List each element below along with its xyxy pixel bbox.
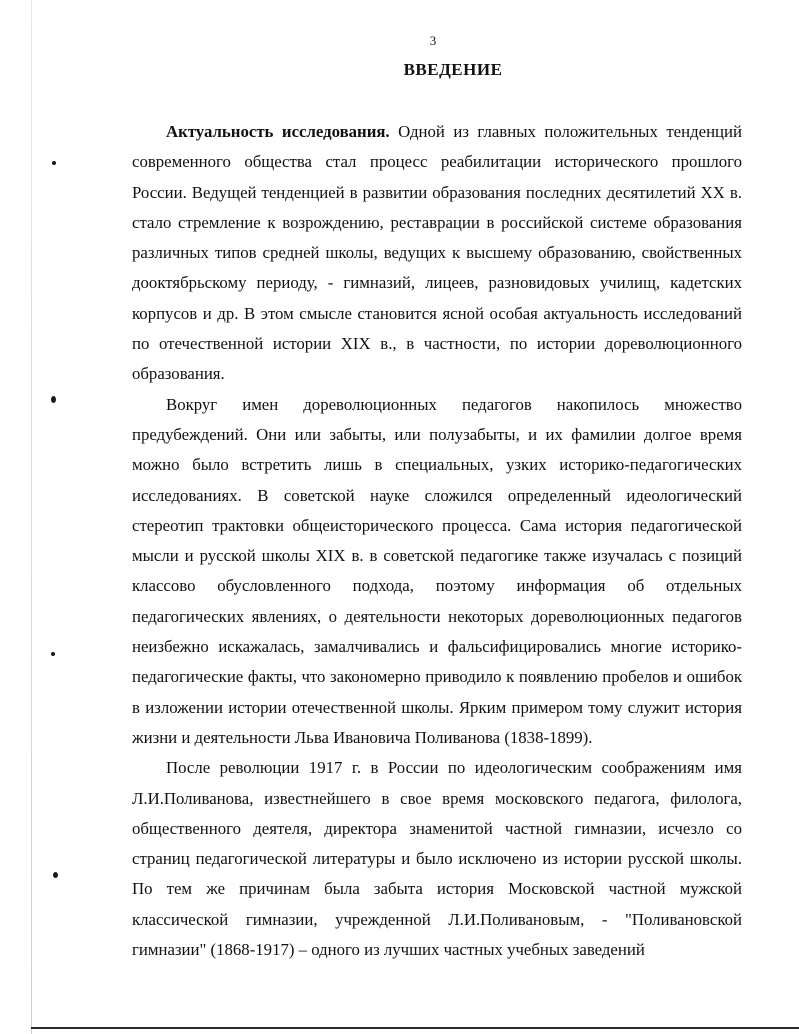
scan-left-edge [31, 0, 32, 1034]
page-number: 3 [429, 33, 437, 48]
scan-speck [51, 652, 55, 656]
scan-speck [51, 396, 56, 403]
scan-bottom-edge [31, 1027, 799, 1029]
document-body [132, 117, 742, 965]
paragraph-text: Одной из главных положительных тенденций современного общества стал процесс реабилитации исторического прошлого России. Ведущей тенденцией в развитии образования последних десятилетий XX в. стало стремление к возрождению, реставрации в российской системе образования различных типов средней школы, ведущих к высшему образованию, свойственных дооктябрьскому периоду, - гимназий, лицеев, разновидовых училищ, кадетских корпусов и др. В этом смысле становится ясной особая актуальность исследований по отечественной истории XIX в., в частности, по истории дореволюционного образования. [132, 122, 742, 384]
paragraph-relevance [132, 117, 742, 390]
paragraph-prejudices: Вокруг имен дореволюционных педагогов накопилось множество предубеждений. Они или забыты, или полузабыты, и их фамилии долгое время можно было встретить лишь в специальных, узких историко-педагогических исследованиях. В советской науке сложился определенный идеологический стереотип трактовки общеисторического процесса. Сама история педагогической мысли и русской школы XIX в. в советской педагогике также изучалась с позиций классово обусловленного подхода, поэтому информация об отдельных педагогических явлениях, о деятельности некоторых дореволюционных педагогов неизбежно искажалась, замалчивались и фальсифицировались многие историко-педагогические факты, что закономерно приводило к появлению пробелов и ошибок в изложении истории отечественной школы. Ярким примером тому служит история жизни и деятельности Льва Ивановича Поливанова (1838-1899). [132, 394, 742, 747]
run-in-heading: Актуальность исследования. [166, 122, 390, 141]
scan-speck [52, 161, 56, 165]
scan-speck [53, 872, 58, 878]
paragraph-after-revolution: После революции 1917 г. в России по идеологическим соображениям имя Л.И.Поливанова, известнейшего в свое время московского педагога, филолога, общественного деятеля, директора знаменитой частной гимназии, исчезло со страниц педагогической литературы и было исключено из истории русской школы. По тем же причинам была забыта история Московской частной мужской классической гимназии, учрежденной Л.И.Поливановым, - "Поливановской гимназии" (1868-1917) – одного из лучших частных учебных заведений [132, 758, 742, 960]
page-title: ВВЕДЕНИЕ [403, 60, 503, 79]
